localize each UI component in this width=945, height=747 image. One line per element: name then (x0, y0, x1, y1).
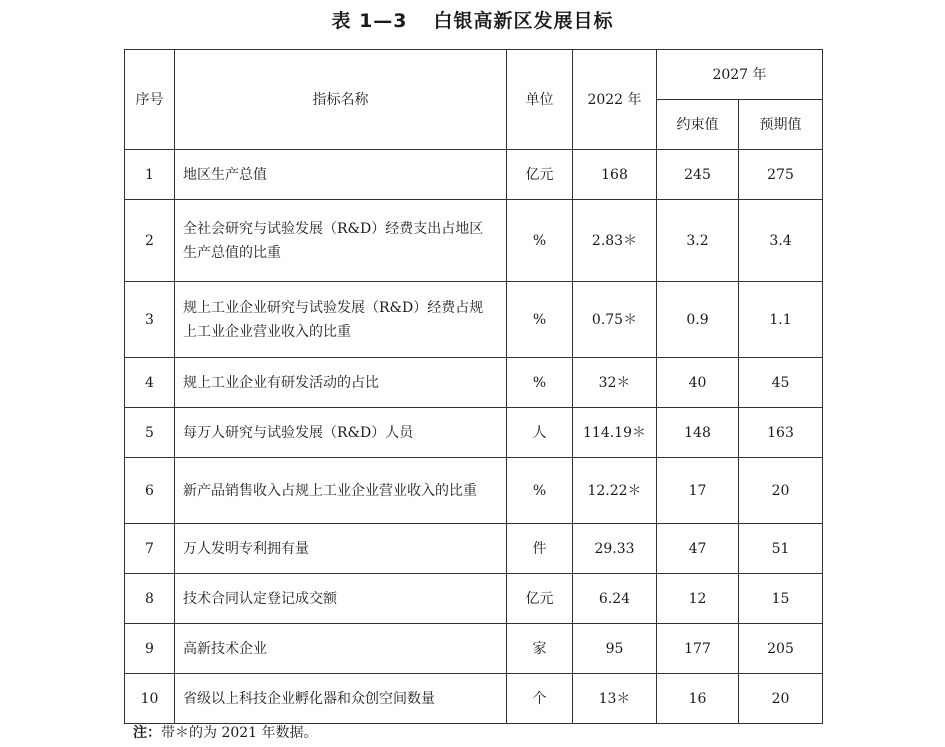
cell-base: 29.33 (573, 524, 657, 574)
cell-base: 114.19＊ (573, 408, 657, 458)
header-expected: 预期值 (739, 100, 823, 150)
header-name: 指标名称 (175, 50, 507, 150)
header-unit: 单位 (507, 50, 573, 150)
cell-expected: 275 (739, 150, 823, 200)
cell-unit: 家 (507, 624, 573, 674)
table-note (133, 722, 318, 742)
cell-index: 8 (125, 574, 175, 624)
table-number: 表 1—3 (331, 10, 408, 32)
cell-base: 32＊ (573, 358, 657, 408)
cell-name: 新产品销售收入占规上工业企业营业收入的比重 (175, 458, 507, 524)
cell-binding: 16 (657, 674, 739, 724)
cell-name: 全社会研究与试验发展（R&D）经费支出占地区生产总值的比重 (175, 200, 507, 282)
cell-base: 13＊ (573, 674, 657, 724)
cell-unit: 人 (507, 408, 573, 458)
cell-name: 规上工业企业研究与试验发展（R&D）经费占规上工业企业营业收入的比重 (175, 282, 507, 358)
cell-name: 万人发明专利拥有量 (175, 524, 507, 574)
cell-index: 4 (125, 358, 175, 408)
cell-base: 0.75＊ (573, 282, 657, 358)
cell-name: 技术合同认定登记成交额 (175, 574, 507, 624)
cell-unit: 个 (507, 674, 573, 724)
cell-expected: 45 (739, 358, 823, 408)
header-base-year: 2022 年 (573, 50, 657, 150)
table-row (125, 358, 823, 408)
table-row (125, 574, 823, 624)
cell-index: 6 (125, 458, 175, 524)
cell-name: 省级以上科技企业孵化器和众创空间数量 (175, 674, 507, 724)
table-caption: 白银高新区发展目标 (433, 10, 614, 32)
cell-index: 1 (125, 150, 175, 200)
cell-index: 5 (125, 408, 175, 458)
cell-expected: 205 (739, 624, 823, 674)
table-row (125, 200, 823, 282)
cell-base: 95 (573, 624, 657, 674)
cell-binding: 177 (657, 624, 739, 674)
header-target-year: 2027 年 (657, 50, 823, 100)
cell-expected: 163 (739, 408, 823, 458)
development-goals-table (124, 49, 823, 724)
table-title (0, 6, 945, 33)
cell-unit: 亿元 (507, 574, 573, 624)
header-binding: 约束值 (657, 100, 739, 150)
cell-binding: 17 (657, 458, 739, 524)
cell-index: 2 (125, 200, 175, 282)
cell-index: 3 (125, 282, 175, 358)
cell-expected: 20 (739, 458, 823, 524)
cell-binding: 40 (657, 358, 739, 408)
cell-expected: 51 (739, 524, 823, 574)
table-row (125, 524, 823, 574)
cell-unit: % (507, 458, 573, 524)
cell-name: 每万人研究与试验发展（R&D）人员 (175, 408, 507, 458)
note-text: 带＊的为 2021 年数据。 (161, 725, 318, 741)
cell-binding: 12 (657, 574, 739, 624)
note-label: 注： (133, 725, 161, 741)
cell-expected: 1.1 (739, 282, 823, 358)
header-index: 序号 (125, 50, 175, 150)
cell-expected: 20 (739, 674, 823, 724)
cell-unit: 件 (507, 524, 573, 574)
table-row (125, 150, 823, 200)
cell-name: 规上工业企业有研发活动的占比 (175, 358, 507, 408)
cell-binding: 3.2 (657, 200, 739, 282)
cell-base: 168 (573, 150, 657, 200)
cell-expected: 3.4 (739, 200, 823, 282)
cell-binding: 148 (657, 408, 739, 458)
cell-expected: 15 (739, 574, 823, 624)
cell-base: 6.24 (573, 574, 657, 624)
table-row (125, 674, 823, 724)
cell-name: 高新技术企业 (175, 624, 507, 674)
cell-unit: 亿元 (507, 150, 573, 200)
table-row (125, 458, 823, 524)
cell-unit: % (507, 282, 573, 358)
table-row (125, 624, 823, 674)
cell-base: 2.83＊ (573, 200, 657, 282)
cell-unit: % (507, 200, 573, 282)
table-row (125, 282, 823, 358)
cell-index: 10 (125, 674, 175, 724)
cell-index: 7 (125, 524, 175, 574)
cell-name: 地区生产总值 (175, 150, 507, 200)
cell-binding: 47 (657, 524, 739, 574)
header-row-top (125, 50, 823, 100)
table-row (125, 408, 823, 458)
cell-binding: 0.9 (657, 282, 739, 358)
cell-index: 9 (125, 624, 175, 674)
cell-binding: 245 (657, 150, 739, 200)
cell-base: 12.22＊ (573, 458, 657, 524)
cell-unit: % (507, 358, 573, 408)
